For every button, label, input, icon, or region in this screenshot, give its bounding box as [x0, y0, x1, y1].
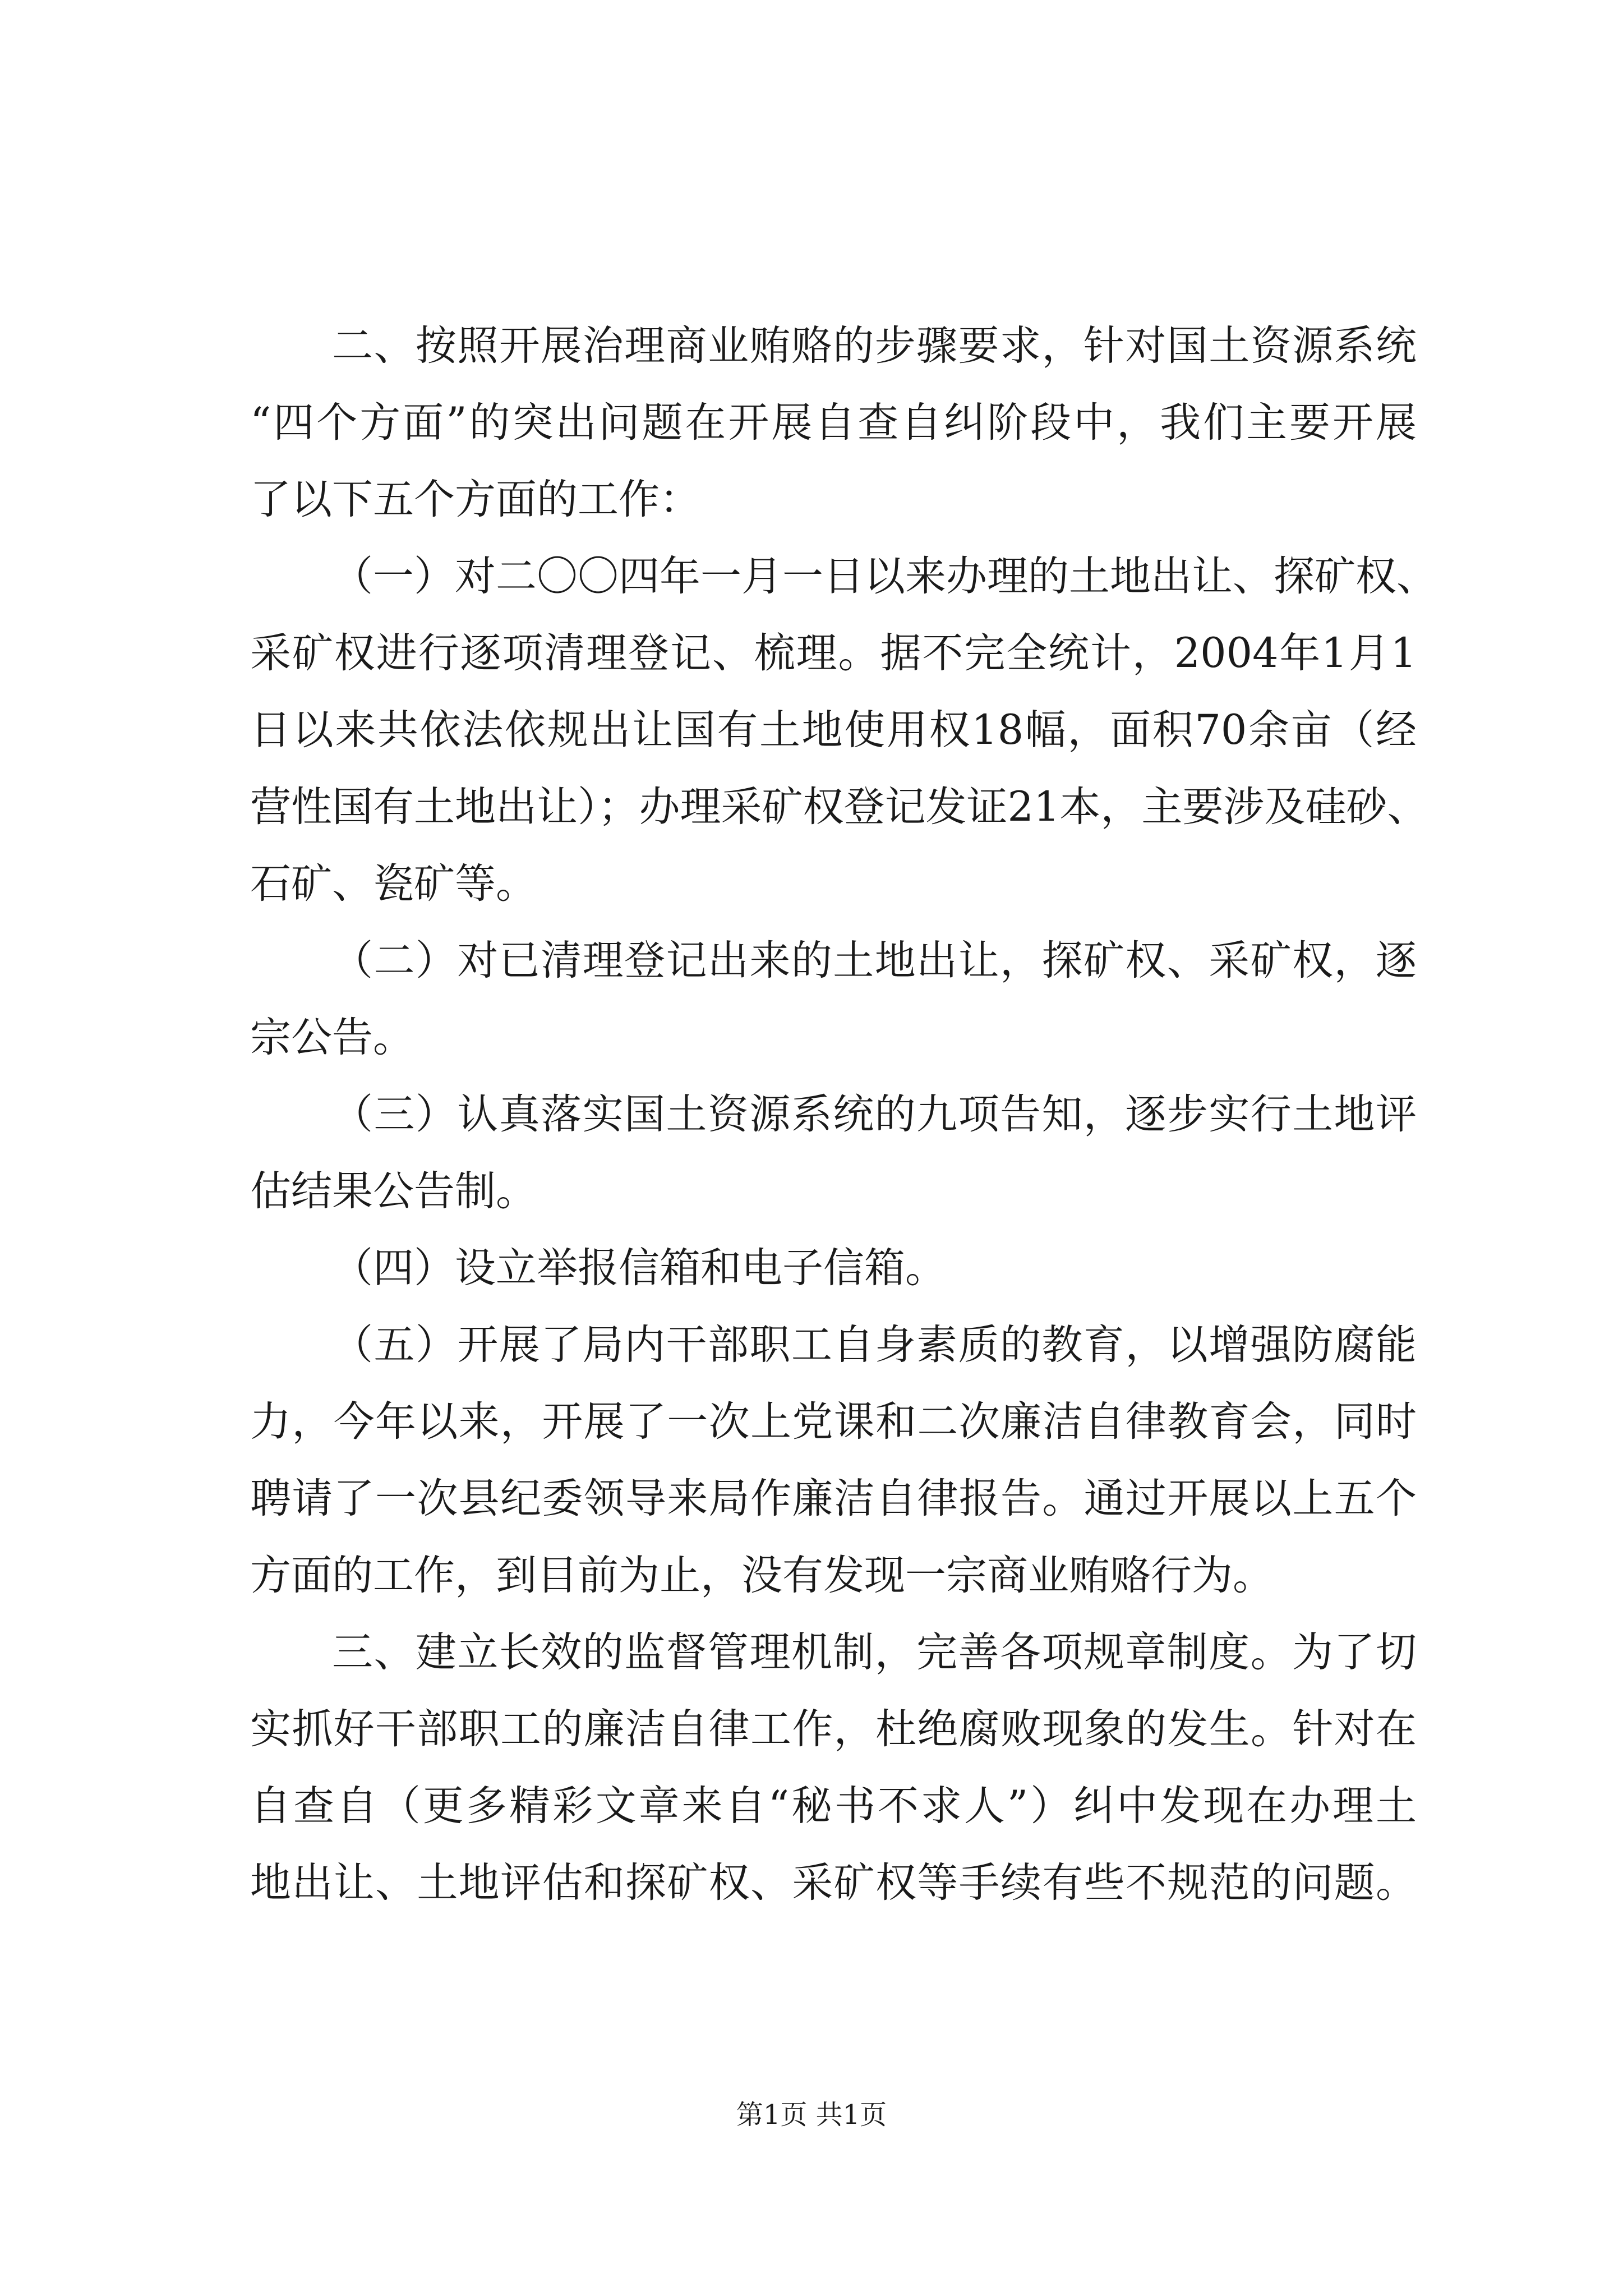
paragraph-line: 日以来共依法依规出让国有土地使用权18幅，面积70余亩（经: [250, 706, 1417, 754]
paragraph-line: 石矿、瓷矿等。: [250, 860, 537, 908]
paragraph-line: 实抓好干部职工的廉洁自律工作，杜绝腐败现象的发生。针对在: [250, 1705, 1417, 1753]
paragraph-line: 宗公告。: [250, 1014, 414, 1061]
paragraph-line: （一）对二〇〇四年一月一日以来办理的土地出让、探矿权、: [332, 553, 1437, 600]
paragraph-line: 营性国有土地出让）；办理采矿权登记发证21本，主要涉及硅砂、: [250, 783, 1428, 831]
paragraph-line: 采矿权进行逐项清理登记、梳理。据不完全统计，2004年1月1: [250, 629, 1417, 677]
paragraph-line: “四个方面”的突出问题在开展自查自纠阶段中，我们主要开展: [250, 399, 1417, 447]
paragraph-line: 地出让、土地评估和探矿权、采矿权等手续有些不规范的问题。: [250, 1859, 1417, 1907]
paragraph-line: （四）设立举报信箱和电子信箱。: [332, 1244, 946, 1292]
paragraph-line: 自查自（更多精彩文章来自“秘书不求人”）纠中发现在办理土: [250, 1782, 1417, 1830]
page-number-footer: 第1页 共1页: [736, 2099, 887, 2131]
paragraph-line: 方面的工作，到目前为止，没有发现一宗商业贿赂行为。: [250, 1552, 1274, 1599]
paragraph-line: （三）认真落实国土资源系统的九项告知，逐步实行土地评: [332, 1091, 1417, 1138]
paragraph-line: 了以下五个方面的工作：: [250, 476, 700, 523]
paragraph-line: （二）对已清理登记出来的土地出让，探矿权、采矿权，逐: [332, 937, 1417, 984]
paragraph-line: 力，今年以来，开展了一次上党课和二次廉洁自律教育会，同时: [250, 1398, 1417, 1446]
paragraph-line: 估结果公告制。: [250, 1167, 537, 1215]
paragraph-line: （五）开展了局内干部职工自身素质的教育，以增强防腐能: [332, 1321, 1417, 1369]
document-body: [250, 307, 1437, 1921]
paragraph-line: 聘请了一次县纪委领导来局作廉洁自律报告。通过开展以上五个: [250, 1475, 1417, 1522]
paragraph-line: 二、按照开展治理商业贿赂的步骤要求，针对国土资源系统: [332, 322, 1417, 370]
paragraph-line: 三、建立长效的监督管理机制，完善各项规章制度。为了切: [332, 1628, 1417, 1676]
